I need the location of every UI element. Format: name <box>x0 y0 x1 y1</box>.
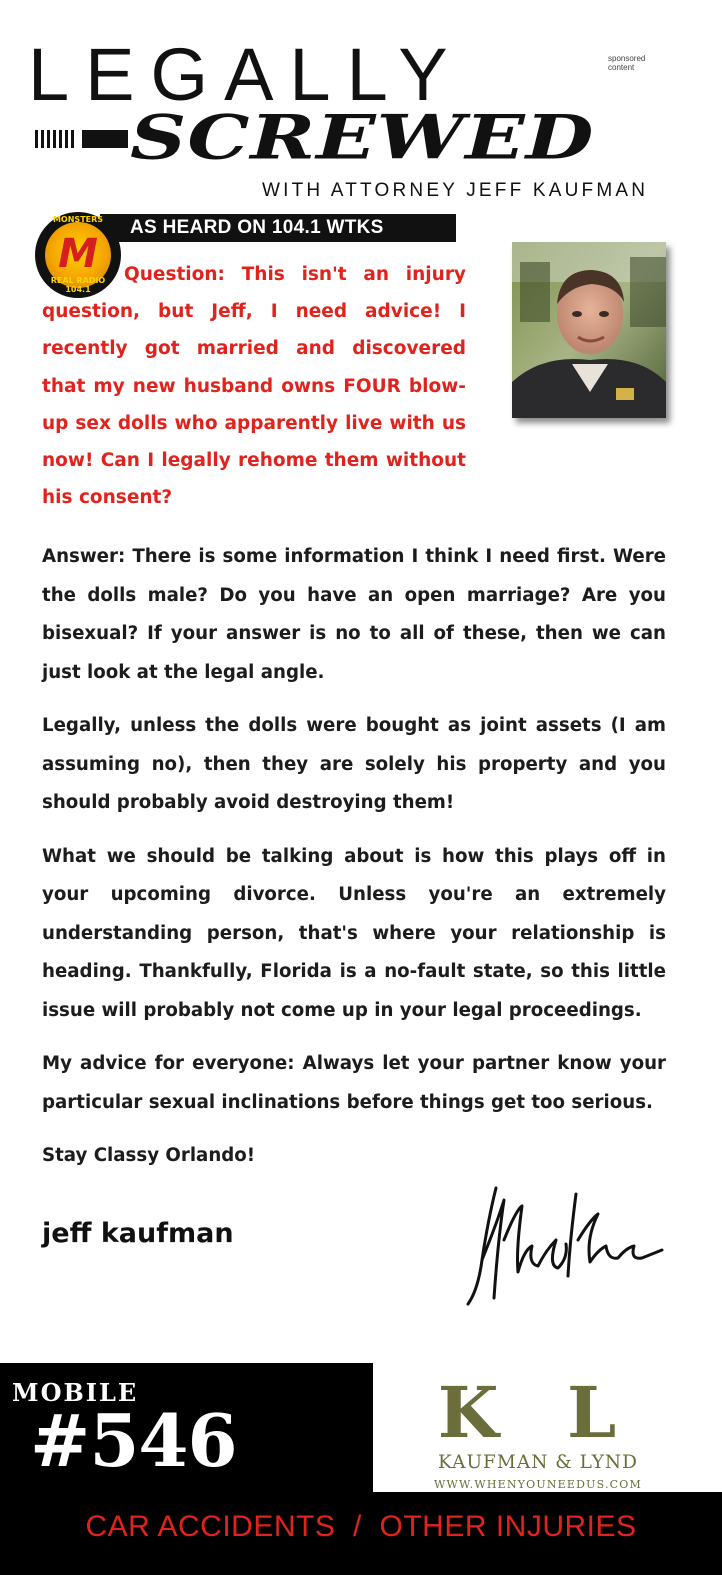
answer-body <box>42 538 666 1191</box>
reader-question <box>42 256 466 516</box>
answer-closing: Stay Classy Orlando! <box>42 1145 256 1166</box>
station-letter: M <box>58 231 98 277</box>
practice-areas-tagline: CAR ACCIDENTS / OTHER INJURIES <box>85 1510 637 1543</box>
station-logo-top-text: MONSTERS <box>52 215 104 224</box>
title-screwed: SCREWED <box>130 102 595 174</box>
firm-name: KAUFMAN & LYND <box>438 1452 638 1473</box>
sponsored-content-label: sponsored content <box>608 54 646 72</box>
station-logo-bottom-text: REAL RADIO 104.1 <box>50 276 106 294</box>
mobile-number: #546 <box>30 1398 237 1483</box>
as-heard-on-banner: AS HEARD ON 104.1 WTKS <box>100 214 456 242</box>
answer-paragraph-3: What we should be talking about is how this plays off in your upcoming divorce. Unless you're an extremely understanding person, that's where your relationship is heading. Thankfully, Florida is a no-fault state, so this little issue will probably not come up in your legal proceedings. <box>42 845 666 1021</box>
answer-paragraph-2: Legally, unless the dolls were bought as joint assets (I am assuming no), then they are solely his property and you should probably avoid destroying them! <box>42 715 666 813</box>
author-signoff: jeff kaufman <box>42 1218 234 1249</box>
signature <box>458 1180 668 1310</box>
question-text: Question: This isn't an injury question, but Jeff, I need advice! I recently got married and discovered that my new husband owns FOUR blow-up sex dolls who apparently live with us now! Can I legally rehome them without his consent? <box>42 264 466 509</box>
firm-url[interactable]: WWW.WHENYOUNEEDUS.COM <box>434 1478 642 1491</box>
answer-paragraph-1: Answer: There is some information I think I need first. Were the dolls male? Do you have an open marriage? Are you bisexual? If your answer is no to all of these, then we can just look at the legal angle. <box>42 546 666 683</box>
attorney-photo <box>512 242 666 418</box>
mobile-label: MOBILE <box>12 1378 139 1407</box>
title-decoration-bars <box>35 130 128 148</box>
title-legally: LEGALLY <box>28 33 464 116</box>
subtitle: WITH ATTORNEY JEFF KAUFMAN <box>262 180 649 201</box>
firm-logo-letters: K L <box>437 1371 639 1454</box>
answer-paragraph-4: My advice for everyone: Always let your partner know your particular sexual inclinations before things get too serious. <box>42 1053 666 1113</box>
